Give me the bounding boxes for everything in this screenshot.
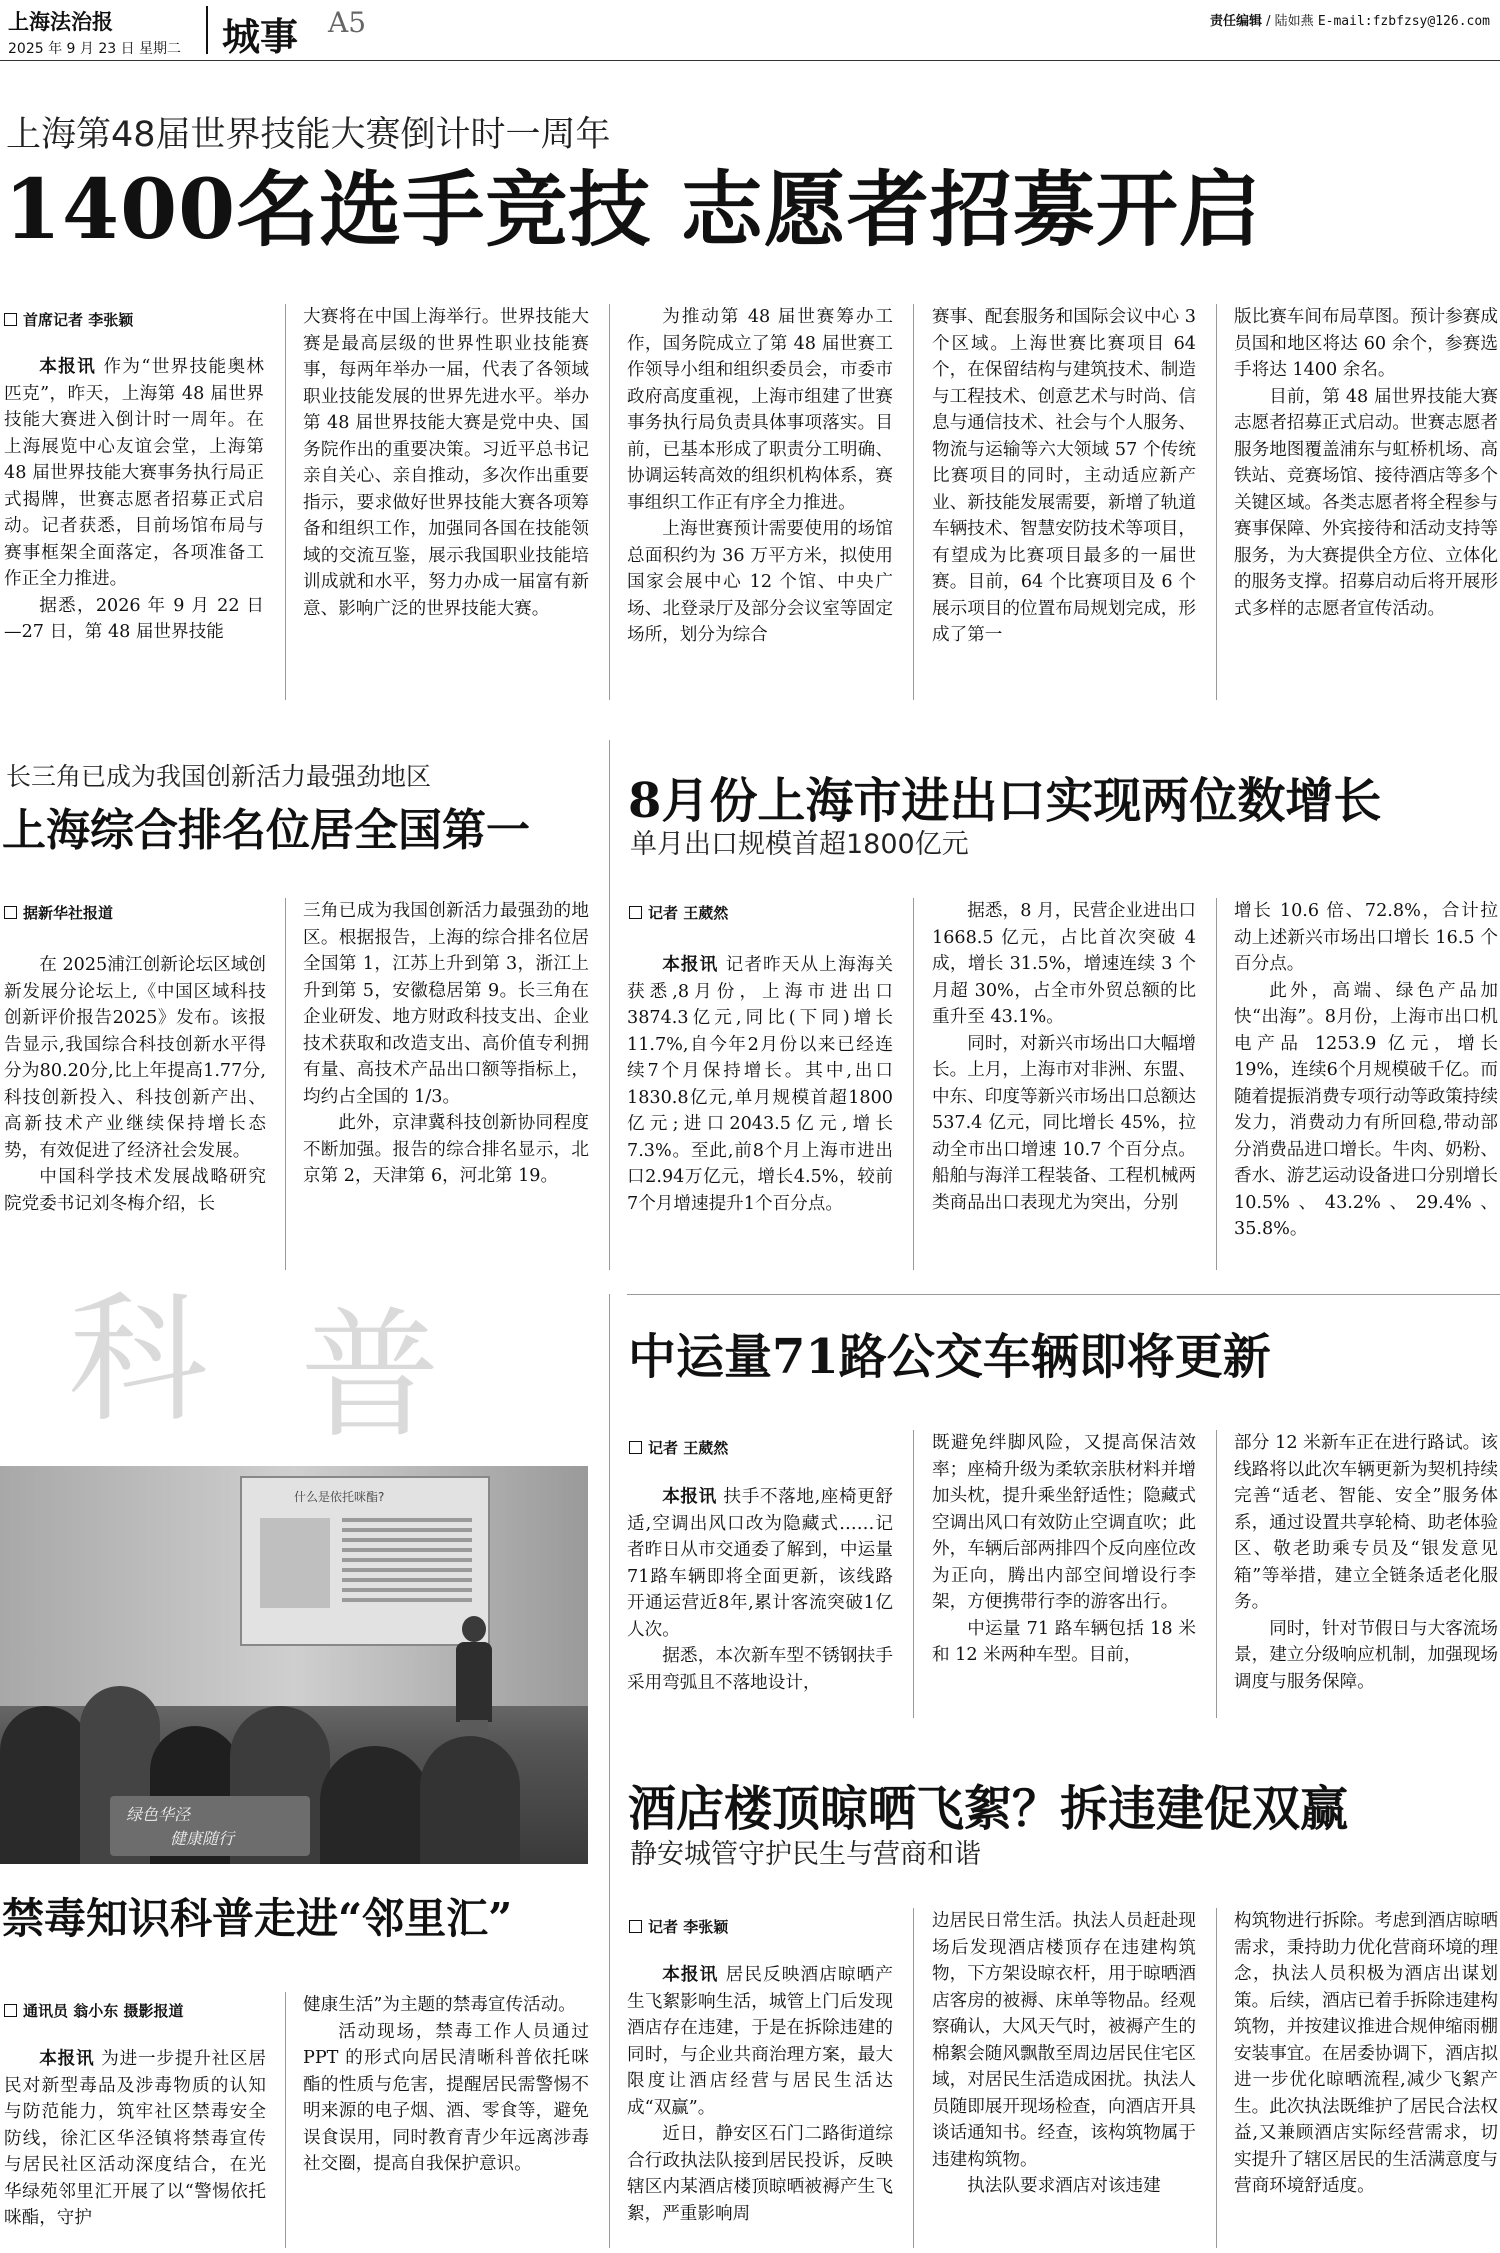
lead-tag: 本报讯 [39, 356, 104, 377]
story1-column-5 [1234, 304, 1498, 700]
editor-name: 陆如燕 [1274, 14, 1314, 29]
paragraph-text: 在 2025浦江创新论坛区域创新发展分论坛上,《中国区域科技创新评价报告2025》发布。该报告显示,我国综合科技创新水平得分为80.20分,比上年提高1.77分,科技创新投入、科技创新产出、高新技术产业继续保持增长态势，有效促进了经济社会发展。 [4, 955, 266, 1161]
story6-column-1 [627, 1962, 893, 2248]
paragraph-text: 此外，高端、绿色产品加快“出海”。8月份，上海市出口机电产品 1253.9 亿元，增长19%，连续6个月规模破千亿。而随着提振消费专项行动等政策持续发力，消费动力有所回稳,带动部分消费品进口增长。牛肉、奶粉、香水、游艺运动设备进口分别增长10.5%、43.2%、29.4%、35.8%。 [1234, 980, 1498, 1239]
paragraph [627, 1484, 893, 1643]
lead-tag: 本报讯 [662, 1964, 726, 1985]
story2-column-2 [303, 898, 589, 1270]
paragraph [4, 354, 264, 593]
paper-name: 上海法治报 [8, 9, 113, 34]
paragraph [303, 2019, 589, 2178]
paragraph-text: 赛事、配套服务和国际会议中心 3 个区域。上海世赛比赛项目 64 个，在保留结构与建筑技术、制造与工程技术、创意艺术与时尚、信息与通信技术、社会与个人服务、物流与运输等六大领域 57 个传统比赛项目的同时，主动适应新产业、新技能发展需要，新增了轨道车辆技术、智慧安防技术等项目，有望成为比赛项目最多的一届世赛。目前，64 个比赛项目及 6 个展示项目的位置布局规划完成，形成了第一 [932, 307, 1196, 645]
story1-column-3 [627, 304, 893, 700]
paragraph [4, 1164, 266, 1217]
story1-column-4 [932, 304, 1196, 700]
story5-column-3 [1234, 1430, 1498, 1718]
paragraph [1234, 978, 1498, 1243]
byline-box-icon [4, 2004, 17, 2017]
watermark-pu: 普 [300, 1295, 441, 1458]
photo-banner [110, 1796, 310, 1856]
story6-headline: 酒店楼顶晾晒飞絮？拆违建促双赢 [628, 1781, 1349, 1837]
paragraph [932, 1908, 1196, 2173]
story6-column-2 [932, 1908, 1196, 2248]
paragraph-text: 据悉，8 月，民营企业进出口 1668.5 亿元，占比首次突破 4 成，增长 31.5%，增速连续 3 个月超 30%，占全市外贸总额的比重升至 43.1%。 [932, 901, 1196, 1027]
paragraph-text: 作为“世界技能奥林匹克”，昨天，上海第 48 届世界技能大赛进入倒计时一周年。在上海展览中心友谊会堂，上海第 48 届世界技能大赛事务执行局正式揭牌，世赛志愿者招募正式启动。记者获悉，目前场馆布局与赛事框架全面落定，各项准备工作正全力推进。 [4, 357, 264, 589]
paragraph-text: 边居民日常生活。执法人员赶赴现场后发现酒店楼顶存在违建构筑物，下方架设晾衣杆，用于晾晒酒店客房的被褥、床单等物品。经观察确认，大风天气时，被褥产生的棉絮会随风飘散至周边居民住宅区域，对居民生活造成困扰。执法人员随即展开现场检查，向酒店开具谈话通知书。经查，该构筑物属于违建构筑物。 [932, 1911, 1196, 2170]
paragraph [1234, 1908, 1498, 2200]
masthead [0, 0, 1500, 62]
paragraph-text: 据悉，2026 年 9 月 22 日—27 日，第 48 届世界技能 [4, 595, 264, 642]
section-name: 城事 [222, 15, 299, 59]
paragraph [932, 1430, 1196, 1616]
paragraph [627, 304, 893, 516]
story1-column-2 [303, 304, 589, 700]
paragraph [303, 1110, 589, 1190]
paragraph [1234, 304, 1498, 384]
story4-byline: 通讯员 翁小东 摄影报道 [4, 2000, 183, 2021]
paragraph [932, 2173, 1196, 2200]
paragraph [932, 898, 1196, 1031]
story1-kicker: 上海第48届世界技能大赛倒计时一周年 [6, 115, 611, 155]
byline-box-icon [629, 1920, 642, 1933]
story4-headline: 禁毒知识科普走进“邻里汇” [2, 1894, 513, 1943]
paragraph [303, 1992, 589, 2019]
editor-label: 责任编辑 [1209, 14, 1262, 29]
story2-headline: 上海综合排名位居全国第一 [2, 805, 530, 856]
paragraph [932, 1031, 1196, 1217]
story5-byline: 记者 王葳然 [629, 1437, 728, 1458]
paragraph-text: 健康生活”为主题的禁毒宣传活动。 [303, 1995, 576, 2015]
paragraph [627, 1643, 893, 1696]
paragraph [932, 1616, 1196, 1669]
story5-headline: 中运量71路公交车辆即将更新 [628, 1329, 1271, 1385]
paragraph-text: 近日，静安区石门二路街道综合行政执法队接到居民投诉，反映辖区内某酒店楼顶晾晒被褥产生飞絮，严重影响周 [627, 2124, 893, 2224]
story1-column-1 [4, 354, 264, 700]
story6-subhead: 静安城管守护民生与营商和谐 [630, 1839, 981, 1870]
paragraph [4, 593, 264, 646]
paragraph-text: 中国科学技术发展战略研究院党委书记刘冬梅介绍，长 [4, 1167, 266, 1214]
paragraph-text: 同时，针对节假日与大客流场景，建立分级响应机制，加强现场调度与服务保障。 [1234, 1618, 1498, 1692]
paragraph-text: 为进一步提升社区居民对新型毒品及涉毒物质的认知与防范能力，筑牢社区禁毒安全防线，徐汇区华泾镇将禁毒宣传与居民社区活动深度结合，在光华绿苑邻里汇开展了以“警惕依托咪酯，守护 [4, 2049, 266, 2228]
page-number: A5 [328, 6, 367, 39]
paragraph [4, 2046, 266, 2232]
masthead-divider [206, 6, 208, 54]
paragraph [932, 304, 1196, 649]
paragraph-text: 构筑物进行拆除。考虑到酒店晾晒需求，秉持助力优化营商环境的理念，执法人员积极为酒店出谋划策。后续，酒店已着手拆除违建构筑物，并按建议推进合规伸缩雨棚安装事宜。在居委协调下，酒店拟进一步优化晾晒流程,减少飞絮产生。此次执法既维护了居民合法权益,又兼顾酒店实际经营需求，切实提升了辖区居民的生活满意度与营商环境舒适度。 [1234, 1911, 1498, 2196]
paragraph-text: 部分 12 米新车正在进行路试。该线路将以此次车辆更新为契机持续完善“适老、智能、安全”服务体系，通过设置共享轮椅、助老体验区、敬老助乘专员及“银发意见箱”等举措，建立全链条适老化服务。 [1234, 1433, 1498, 1612]
story3-headline: 8月份上海市进出口实现两位数增长 [628, 773, 1382, 829]
lead-tag: 本报讯 [662, 954, 726, 975]
paragraph-text: 大赛将在中国上海举行。世界技能大赛是最高层级的世界性职业技能赛事，每两年举办一届，代表了各领域职业技能发展的世界先进水平。举办第 48 届世界技能大赛是党中央、国务院作出的重要决策。习近平总书记亲自关心、亲自推动，多次作出重要指示，要求做好世界技能大赛各项筹备和组织工作，加强同各国在技能领域的交流互鉴，展示我国职业技能培训成就和水平，努力办成一届富有新意、影响广泛的世界技能大赛。 [303, 307, 589, 619]
byline-box-icon [629, 906, 642, 919]
byline-box-icon [629, 1441, 642, 1454]
paragraph-text: 为推动第 48 届世赛筹办工作，国务院成立了第 48 届世赛工作领导小组和组织委员会，市委市政府高度重视，上海市组建了世赛事务执行局负责具体事项落实。目前，已基本形成了职责分工明确、协调运转高效的组织机构体系，赛事组织工作正有序全力推进。 [627, 307, 893, 513]
date-line: 2025 年 9 月 23 日 星期二 [8, 41, 182, 57]
paragraph [4, 952, 266, 1164]
editor-email: E-mail:fzbfzsy@126.com [1317, 14, 1490, 29]
story3-column-2 [932, 898, 1196, 1270]
paragraph [303, 304, 589, 622]
story6-column-3 [1234, 1908, 1498, 2248]
story3-column-3 [1234, 898, 1498, 1270]
paragraph-text: 此外，京津冀科技创新协同程度不断加强。报告的综合排名显示，北京第 2，天津第 6，河北第 19。 [303, 1113, 589, 1186]
paragraph-text: 扶手不落地,座椅更舒适,空调出风口改为隐藏式……记者昨日从市交通委了解到，中运量71路车辆即将全面更新，该线路开通运营近8年,累计客流突破1亿人次。 [627, 1487, 893, 1640]
paragraph [1234, 1616, 1498, 1696]
story6-byline: 记者 李张颖 [629, 1916, 728, 1937]
paragraph [303, 898, 589, 1110]
byline-box-icon [4, 906, 17, 919]
story3-column-1 [627, 952, 893, 1270]
story2-byline: 据新华社报道 [4, 902, 113, 923]
paragraph-text: 据悉，本次新车型不锈钢扶手采用弯弧且不落地设计， [627, 1646, 893, 1693]
paragraph-text: 版比赛车间布局草图。预计参赛成员国和地区将达 60 余个，参赛选手将达 1400 余名。 [1234, 307, 1498, 380]
story3-subhead: 单月出口规模首超1800亿元 [630, 829, 969, 860]
editor-info: 责任编辑 / 陆如燕 E-mail:fzbfzsy@126.com [1209, 14, 1490, 29]
banner-line-1: 绿色华泾 [126, 1805, 191, 1824]
story1-byline: 首席记者 李张颖 [4, 309, 133, 330]
paragraph [1234, 898, 1498, 978]
paragraph [627, 516, 893, 649]
story4-column-2 [303, 1992, 589, 2248]
story1-headline: 1400名选手竞技 志愿者招募开启 [4, 162, 1262, 258]
lead-tag: 本报讯 [39, 2048, 102, 2069]
paragraph [1234, 384, 1498, 623]
paragraph [627, 952, 893, 1217]
paragraph-text: 执法队要求酒店对该违建 [967, 2176, 1161, 2196]
paragraph-text: 活动现场，禁毒工作人员通过 PPT 的形式向居民清晰科普依托咪酯的性质与危害，提醒居民需警惕不明来源的电子烟、酒、零食等，避免误食误用，同时教育青少年远离涉毒社交圈，提高自我保护意识。 [303, 2021, 589, 2174]
story3-byline: 记者 王葳然 [629, 902, 728, 923]
paragraph-text: 同时，对新兴市场出口大幅增长。上月，上海市对非洲、东盟、中东、印度等新兴市场出口总额达 537.4 亿元，同比增长 45%，拉动全市出口增速 10.7 个百分点。船舶与海洋工程装备、工程机械两类商品出口表现尤为突出，分别 [932, 1033, 1196, 1213]
byline-box-icon [4, 313, 17, 326]
paragraph-text: 增长 10.6 倍、72.8%，合计拉动上述新兴市场出口增长 16.5 个百分点。 [1234, 901, 1498, 974]
paragraph-text: 居民反映酒店晾晒产生飞絮影响生活，城管上门后发现酒店存在违建，于是在拆除违建的同时，与企业共商治理方案，最大限度让酒店经营与居民生活达成“双赢”。 [627, 1965, 893, 2118]
paragraph-text: 既避免绊脚风险，又提高保洁效率；座椅升级为柔软亲肤材料并增加头枕，提升乘坐舒适性；隐藏式空调出风口有效防止空调直吹；此外，车辆后部两排四个反向座位改为正向，腾出内部空间增设行李架，方便携带行李的游客出行。 [932, 1433, 1196, 1612]
paragraph-text: 记者昨天从上海海关获悉,8月份，上海市进出口3874.3亿元,同比(下同)增长11.7%,自今年2月份以来已经连续7个月保持增长。其中,出口1830.8亿元,单月规模首超1800亿元;进口2043.5亿元,增长7.3%。至此,前8个月上海市进出口2.94万亿元，增长4.5%，较前7个月增速提升1个百分点。 [627, 955, 893, 1214]
screen-title: 什么是依托咪酯? [294, 1490, 385, 1504]
paragraph-text: 上海世赛预计需要使用的场馆总面积约为 36 万平方米，拟使用国家会展中心 12 个馆、中央广场、北登录厅及部分会议室等固定场所，划分为综合 [627, 519, 893, 645]
watermark-ke: 科 [68, 1279, 209, 1442]
story2-kicker: 长三角已成为我国创新活力最强劲地区 [6, 762, 432, 791]
paragraph-text: 目前，第 48 届世界技能大赛志愿者招募正式启动。世赛志愿者服务地图覆盖浦东与虹桥机场、高铁站、竞赛场馆、接待酒店等多个关键区域。各类志愿者将全程参与赛事保障、外宾接待和活动支持等服务，为大赛提供全方位、立体化的服务支撑。招募启动后将开展形式多样的志愿者宣传活动。 [1234, 386, 1498, 619]
story4-photo [0, 1466, 588, 1864]
paragraph [627, 1962, 893, 2121]
banner-line-2: 健康随行 [170, 1829, 235, 1848]
paragraph [1234, 1430, 1498, 1616]
paragraph [627, 2121, 893, 2227]
masthead-rule [0, 60, 1500, 61]
story4-column-1 [4, 2046, 266, 2248]
story2-column-1 [4, 952, 266, 1270]
paragraph-text: 中运量 71 路车辆包括 18 米和 12 米两种车型。目前， [932, 1618, 1196, 1665]
lead-tag: 本报讯 [662, 1486, 724, 1507]
story5-column-1 [627, 1484, 893, 1718]
story5-column-2 [932, 1430, 1196, 1718]
paragraph-text: 三角已成为我国创新活力最强劲的地区。根据报告，上海的综合排名位居全国第 1，江苏上升到第 3，浙江上升到第 5，安徽稳居第 9。长三角在企业研发、地方财政科技支出、企业技术获取和改造支出、高价值专利拥有量、高技术产品出口额等指标上，均约占全国的 1/3。 [303, 901, 589, 1107]
